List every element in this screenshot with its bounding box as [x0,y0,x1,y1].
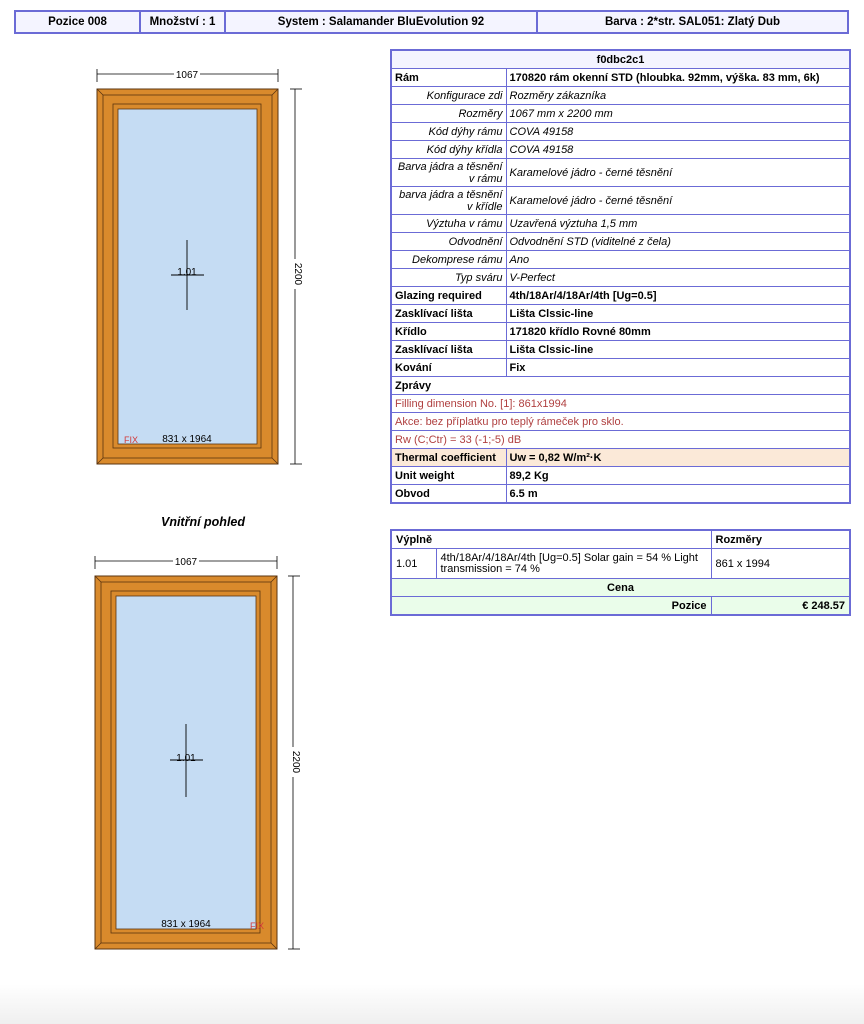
price-value: € 248.57 [711,597,850,616]
spec-value: Karamelové jádro - černé těsnění [506,187,850,215]
spec-label: Dekomprese rámu [391,251,506,269]
interior-caption: Vnitřní pohled [160,515,246,529]
spec-value: Ano [506,251,850,269]
glazing-row [391,287,850,305]
spec-row [391,87,850,105]
spec-value: COVA 49158 [506,123,850,141]
spec-label: Rozměry [391,105,506,123]
spec-label: Křídlo [391,323,506,341]
spec-label: Glazing required [391,287,506,305]
fix-label: FIX [250,921,265,931]
spec-row [391,105,850,123]
spec-value: 1067 mm x 2200 mm [506,105,850,123]
top-header [14,10,849,34]
frame-value: 170820 rám okenní STD (hloubka. 92mm, výška. 83 mm, 6k) [506,69,850,87]
spec-row [391,251,850,269]
price-header-row [391,579,850,597]
spec-row [391,269,850,287]
thermal-value: Uw = 0,82 W/m²·K [506,449,850,467]
filling-desc: 4th/18Ar/4/18Ar/4th [Ug=0.5] Solar gain = 54 % Light transmission = 74 % [436,549,711,579]
bottom-shadow [0,984,864,1024]
weight-row [391,467,850,485]
width-dimension: 1067 [175,70,199,81]
height-dimension: 2200 [290,750,301,774]
price-label: Pozice [391,597,711,616]
weight-value: 89,2 Kg [506,467,850,485]
fillings-header-row [391,530,850,549]
filling-id: 1.01 [391,549,436,579]
message-row [391,431,850,449]
glazing-bead-row [391,305,850,323]
perimeter-row [391,485,850,504]
color-label: Barva : 2*str. SAL051: Zlatý Dub [604,16,781,28]
spec-row [391,215,850,233]
system-label: System : Salamander BluEvolution 92 [226,12,538,32]
message-row [391,413,850,431]
fix-label: FIX [124,435,139,445]
spec-value: 171820 křídlo Rovné 80mm [506,323,850,341]
spec-value: Fix [506,359,850,377]
spec-title-row [391,50,850,69]
frame-label: Rám [391,69,506,87]
fillings-table [390,529,851,616]
spec-label: Kód dýhy rámu [391,123,506,141]
spec-label: Konfigurace zdi [391,87,506,105]
fillings-col-header: Výplně [391,530,711,549]
spec-label: barva jádra a těsnění v křídle [391,187,506,215]
glazing-bead-row [391,341,850,359]
spec-title: f0dbc2c1 [391,50,850,69]
filling-dims: 861 x 1994 [711,549,850,579]
spec-value: Uzavřená výztuha 1,5 mm [506,215,850,233]
price-row [391,597,850,616]
message-text: Rw (C;Ctr) = 33 (-1;-5) dB [391,431,850,449]
spec-value: Lišta Clssic-line [506,341,850,359]
spec-label: Kování [391,359,506,377]
window-drawing-interior [90,64,310,470]
messages-label: Zprávy [391,377,850,395]
spec-value: V-Perfect [506,269,850,287]
spec-label: Zasklívací lišta [391,305,506,323]
message-row [391,395,850,413]
window-svg-interior [90,64,310,470]
thermal-row [391,449,850,467]
sash-label: 1.01 [176,753,196,764]
price-header: Cena [391,579,850,597]
spec-label: Zasklívací lišta [391,341,506,359]
spec-value: Karamelové jádro - černé těsnění [506,159,850,187]
spec-label: Výztuha v rámu [391,215,506,233]
spec-label: Odvodnění [391,233,506,251]
width-dimension: 1067 [174,557,198,568]
perimeter-label: Obvod [391,485,506,504]
spec-value: Odvodnění STD (viditelné z čela) [506,233,850,251]
glass-dimension: 831 x 1964 [161,919,211,930]
dims-col-header: Rozměry [711,530,850,549]
message-text: Akce: bez příplatku pro teplý rámeček pro sklo. [391,413,850,431]
spec-row [391,141,850,159]
thermal-label: Thermal coefficient [391,449,506,467]
message-text: Filling dimension No. [1]: 861x1994 [391,395,850,413]
spec-label: Barva jádra a těsnění v rámu [391,159,506,187]
spec-row [391,187,850,215]
sash-label: 1.01 [177,267,197,278]
filling-row [391,549,850,579]
spec-row [391,159,850,187]
spec-value: Rozměry zákazníka [506,87,850,105]
spec-value: Lišta Clssic-line [506,305,850,323]
spec-label: Kód dýhy křídla [391,141,506,159]
messages-header-row [391,377,850,395]
spec-value: COVA 49158 [506,141,850,159]
hardware-row [391,359,850,377]
spec-row [391,123,850,141]
window-drawing-exterior [90,551,310,957]
spec-row [391,233,850,251]
spec-value: 4th/18Ar/4/18Ar/4th [Ug=0.5] [506,287,850,305]
spec-table [390,49,851,504]
quantity-label: Množství : 1 [141,12,226,32]
glass-dimension: 831 x 1964 [162,434,212,445]
height-dimension: 2200 [292,262,303,286]
sash-row [391,323,850,341]
spec-label: Typ sváru [391,269,506,287]
frame-row [391,69,850,87]
weight-label: Unit weight [391,467,506,485]
perimeter-value: 6.5 m [506,485,850,504]
position-label: Pozice 008 [16,12,141,32]
window-svg-exterior [90,551,310,957]
